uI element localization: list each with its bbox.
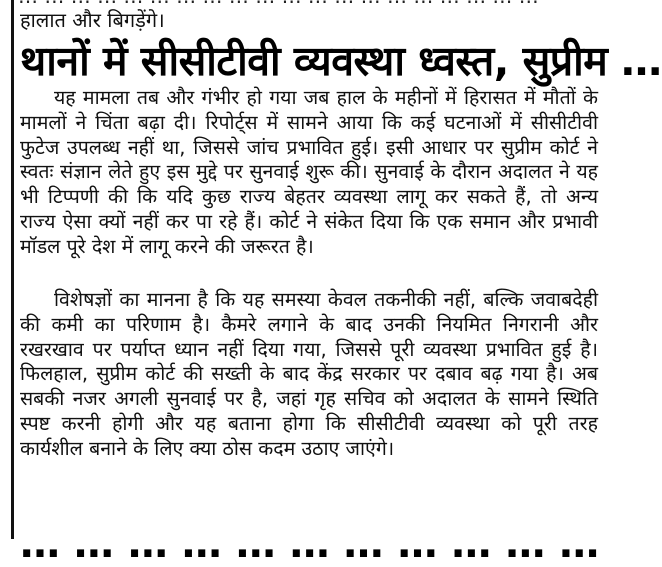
column-rule bbox=[11, 0, 14, 539]
clipped-previous-text bbox=[18, 0, 598, 6]
article-paragraph-1: यह मामला तब और गंभीर हो गया जब हाल के महीनों में हिरासत में मौतों के मामलों ने चिंता बढ़ा दी। रिपोर्ट्स में सामने आया कि कई घटनाओं में सीसीटीवी फुटेज उपलब्ध नहीं था, जिससे जांच प्रभावित हुई। इसी आधार पर सुप्रीम कोर्ट ने स्वतः संज्ञान लेते हुए इस मुद्दे पर सुनवाई शुरू की। सुनवाई के दौरान अदालत ने यह भी टिप्पणी की कि यदि कुछ राज्य बेहतर व्यवस्था लागू कर सकते हैं, तो अन्य राज्य ऐसा क्यों नहीं कर पा रहे हैं। कोर्ट ने संकेत दिया कि एक समान और प्रभावी मॉडल पूरे देश में लागू करने की जरूरत है। bbox=[20, 86, 598, 258]
clipped-previous-line bbox=[18, 0, 598, 6]
previous-story-last-line: हालात और बिगड़ेंगे। bbox=[20, 8, 165, 32]
clipped-next-headline-text: … … … … … … … … … … … bbox=[20, 521, 600, 567]
article-paragraph-2: विशेषज्ञों का मानना है कि यह समस्या केवल तकनीकी नहीं, बल्कि जवाबदेही की कमी का परिणाम है। कैमरे लगाने के बाद उनकी नियमित निगरानी और रखरखाव पर पर्याप्त ध्यान नहीं दिया गया, जिससे पूरी व्यवस्था प्रभावित हुई है। फिलहाल, सुप्रीम कोर्ट की सख्ती के बाद केंद्र सरकार पर दबाव बढ़ गया है। अब सबकी नजर अगली सुनवाई पर है, जहां गृह सचिव को अदालत के सामने स्थिति स्पष्ट करनी होगी और यह बताना होगा कि सीसीटीवी व्यवस्था को पूरी तरह कार्यशील बनाने के लिए क्या ठोस कदम उठाए जाएंगे। bbox=[20, 288, 598, 460]
clipped-next-headline bbox=[20, 521, 600, 567]
article-headline: थानों में सीसीटीवी व्यवस्था ध्वस्त, सुप्रीम … bbox=[20, 37, 662, 85]
